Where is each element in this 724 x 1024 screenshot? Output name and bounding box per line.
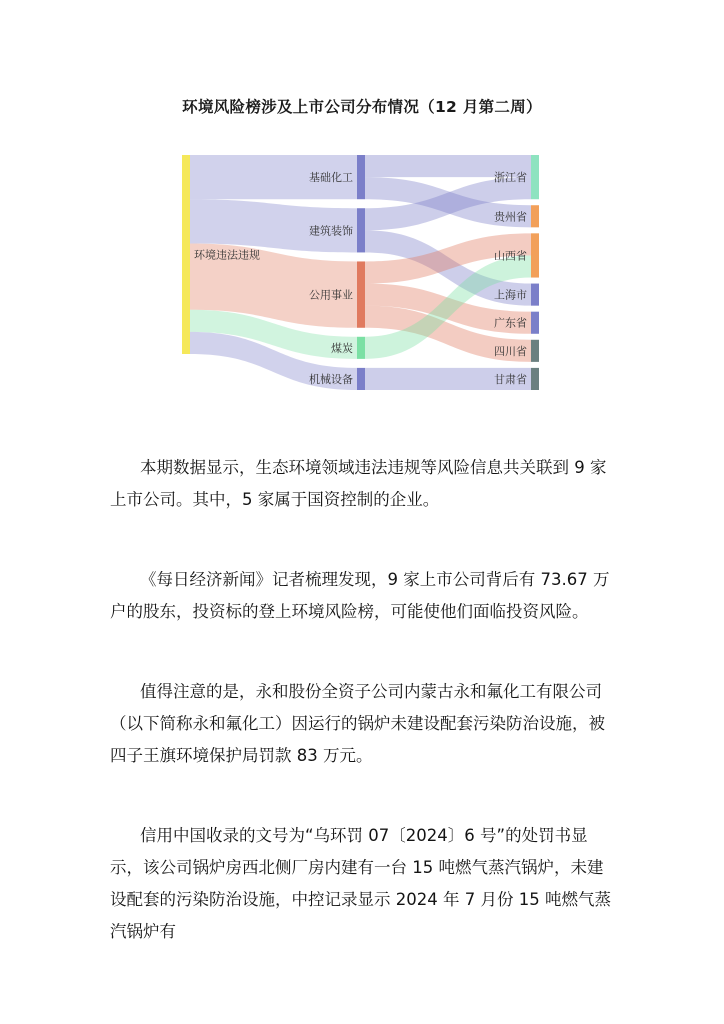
sankey-node-label: 浙江省: [494, 171, 527, 185]
sankey-node-label: 环境违法违规: [194, 248, 260, 262]
sankey-node: [357, 261, 365, 327]
sankey-node: [182, 155, 190, 354]
sankey-node: [357, 155, 365, 199]
sankey-node-label: 四川省: [494, 344, 527, 358]
sankey-chart: [0, 140, 724, 400]
sankey-node-label: 甘肃省: [494, 372, 527, 386]
sankey-node: [357, 208, 365, 252]
sankey-node: [357, 337, 365, 359]
sankey-node: [531, 205, 539, 227]
sankey-node: [357, 368, 365, 390]
sankey-node-label: 广东省: [494, 316, 527, 330]
sankey-node: [531, 368, 539, 390]
sankey-node-label: 上海市: [494, 288, 527, 302]
paragraph-1: 本期数据显示，生态环境领域违法违规等风险信息共关联到 9 家上市公司。其中，5 家属于国资控制的企业。: [110, 458, 607, 509]
sankey-node-label: 公用事业: [309, 288, 353, 302]
chart-title: 环境风险榜涉及上市公司分布情况（12 月第二周）: [182, 98, 542, 116]
paragraph-3: 值得注意的是，永和股份全资子公司内蒙古永和氟化工有限公司（以下简称永和氟化工）因运行的锅炉未建设配套污染防治设施，被四子王旗环境保护局罚款 83 万元。: [110, 682, 605, 765]
paragraph-2: 《每日经济新闻》记者梳理发现，9 家上市公司背后有 73.67 万户的股东，投资标的登上环境风险榜，可能使他们面临投资风险。: [110, 570, 610, 621]
sankey-node-label: 山西省: [494, 249, 527, 263]
sankey-node: [531, 233, 539, 277]
sankey-node-label: 贵州省: [494, 210, 527, 224]
sankey-node-label: 煤炭: [331, 341, 353, 355]
sankey-node-label: 基础化工: [309, 171, 353, 185]
sankey-node: [531, 340, 539, 362]
paragraph-4: 信用中国收录的文号为“乌环罚 07〔2024〕6 号”的处罚书显示，该公司锅炉房西北侧厂房内建有一台 15 吨燃气蒸汽锅炉，未建设配套的污染防治设施，中控记录显示 2024 年 7 月份 15 吨燃气蒸汽锅炉有: [110, 826, 611, 941]
sankey-node: [531, 312, 539, 334]
sankey-node: [531, 284, 539, 306]
sankey-node-label: 建筑装饰: [309, 224, 353, 238]
sankey-node-label: 机械设备: [309, 372, 353, 386]
sankey-node: [531, 155, 539, 199]
